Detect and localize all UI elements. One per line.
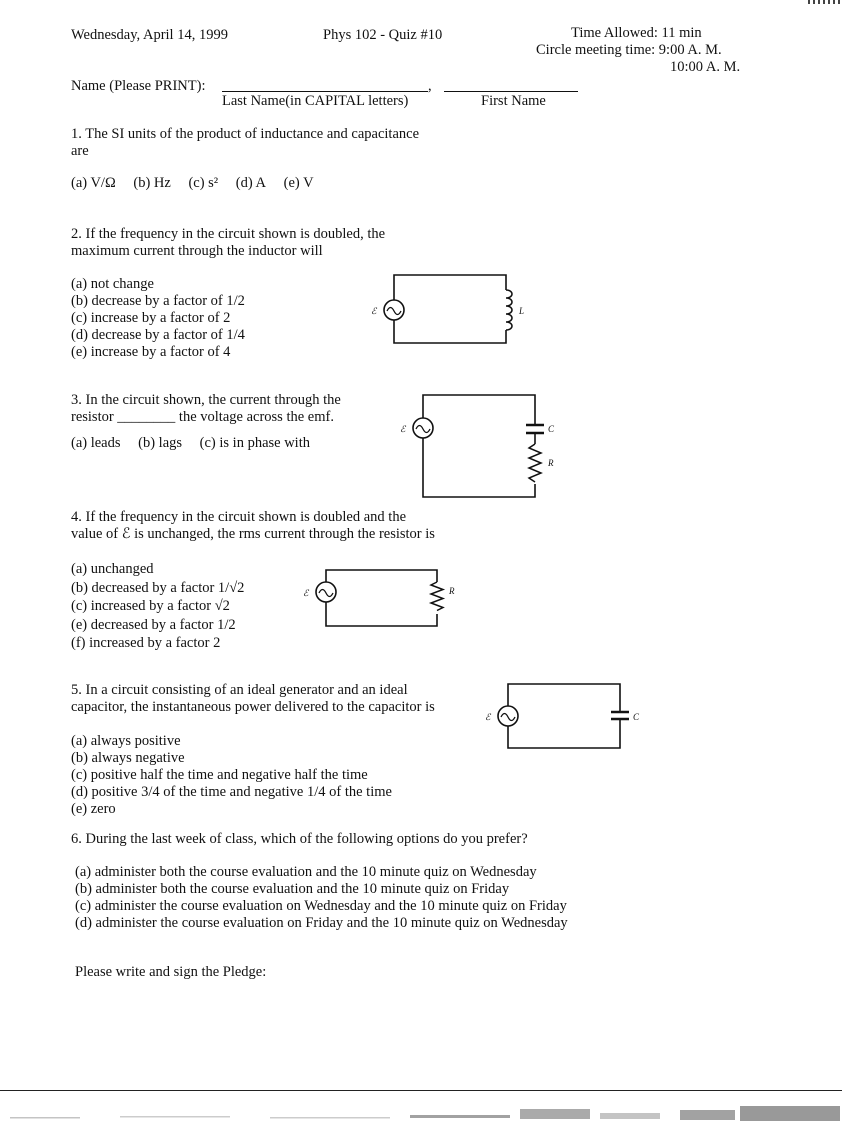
option[interactable]: (f) increased by a factor 2: [71, 635, 221, 651]
option[interactable]: (d) A: [235, 175, 266, 191]
question-3-options: [71, 435, 341, 452]
capacitor-icon: [611, 712, 629, 719]
circuit-diagram-rc: [396, 392, 566, 502]
option[interactable]: (b) decrease by a factor of 1/2: [71, 293, 245, 309]
question-5: [71, 682, 435, 716]
question-3-text: 3. In the circuit shown, the current through the: [71, 392, 341, 408]
circuit-wire: [508, 684, 620, 748]
option[interactable]: (c) increase by a factor of 2: [71, 310, 231, 326]
option[interactable]: (c) administer the course evaluation on Wednesday and the 10 minute quiz on Friday: [75, 898, 567, 914]
time-allowed: Time Allowed: 11 min: [571, 25, 702, 41]
circuit-wire: [423, 395, 535, 497]
question-5-text: 5. In a circuit consisting of an ideal generator and an ideal: [71, 682, 408, 698]
option[interactable]: (b) lags: [138, 435, 183, 451]
inductor-icon: [506, 290, 512, 330]
question-1-options: [71, 175, 419, 192]
question-1-text-cont: are: [71, 143, 89, 159]
option[interactable]: (d) positive 3/4 of the time and negative 1/4 of the time: [71, 784, 392, 800]
question-4-text: 4. If the frequency in the circuit shown is doubled and the: [71, 509, 407, 525]
option[interactable]: (d) decrease by a factor of 1/4: [71, 327, 245, 343]
circle-meeting-time: Circle meeting time: 9:00 A. M.: [536, 42, 722, 58]
emf-label: ℰ: [400, 424, 406, 434]
circuit-wire: [326, 570, 437, 626]
option[interactable]: (b) administer both the course evaluation and the 10 minute quiz on Friday: [75, 881, 510, 897]
resistor-icon: [431, 582, 443, 611]
course-title: Phys 102 - Quiz #10: [323, 27, 443, 43]
last-name-caption: Last Name(in CAPITAL letters): [222, 93, 409, 109]
option[interactable]: (b) decreased by a factor 1/√2: [71, 579, 245, 596]
option[interactable]: (a) always positive: [71, 733, 181, 749]
question-2-options: [71, 276, 245, 361]
option[interactable]: (c) is in phase with: [199, 435, 310, 451]
option[interactable]: (a) leads: [71, 435, 121, 451]
question-2-text: 2. If the frequency in the circuit shown is doubled, the: [71, 226, 386, 242]
pledge-prompt: Please write and sign the Pledge:: [75, 964, 267, 980]
resistor-label: R: [548, 458, 554, 468]
first-name-field[interactable]: [444, 91, 578, 92]
emf-label: ℰ: [303, 588, 309, 598]
option[interactable]: (c) positive half the time and negative half the time: [71, 767, 368, 783]
option[interactable]: (c) s²: [188, 175, 219, 191]
circuit-diagram-r: [298, 568, 468, 634]
question-1: [71, 126, 419, 192]
question-2-text-cont: maximum current through the inductor will: [71, 243, 323, 259]
question-4-options: [71, 560, 244, 653]
option[interactable]: (e) V: [283, 175, 314, 191]
option[interactable]: (a) V/Ω: [71, 175, 116, 191]
scan-artifact: [808, 0, 842, 4]
option[interactable]: (a) administer both the course evaluation and the 10 minute quiz on Wednesday: [75, 864, 537, 880]
option[interactable]: (b) always negative: [71, 750, 185, 766]
circuit-diagram-c: [482, 682, 652, 754]
first-name-caption: First Name: [481, 93, 546, 109]
resistor-label: R: [449, 586, 455, 596]
capacitor-label: C: [548, 424, 555, 434]
last-name-field[interactable]: [222, 91, 428, 92]
option[interactable]: (e) decreased by a factor 1/2: [71, 616, 236, 633]
option[interactable]: (e) increase by a factor of 4: [71, 344, 231, 360]
page-divider: [0, 1090, 842, 1091]
question-5-text-cont: capacitor, the instantaneous power delivered to the capacitor is: [71, 699, 435, 715]
inductor-label: L: [519, 306, 525, 316]
quiz-date: Wednesday, April 14, 1999: [71, 27, 228, 43]
capacitor-label: C: [633, 712, 640, 722]
option[interactable]: (c) increased by a factor √2: [71, 598, 230, 614]
emf-label: ℰ: [485, 712, 491, 722]
option[interactable]: (d) administer the course evaluation on Friday and the 10 minute quiz on Wednesday: [75, 915, 568, 931]
circle-meeting-time-2: 10:00 A. M.: [670, 59, 741, 75]
question-4-text-cont: value of ℰ is unchanged, the rms current through the resistor is: [71, 526, 435, 542]
question-6-options: [75, 864, 568, 932]
question-1-text: 1. The SI units of the product of inductance and capacitance: [71, 126, 420, 142]
option[interactable]: (b) Hz: [133, 175, 171, 191]
resistor-icon: [529, 444, 541, 482]
question-5-options: [71, 733, 392, 818]
question-3-text-cont: resistor ________ the voltage across the emf.: [71, 409, 334, 425]
option[interactable]: (a) unchanged: [71, 561, 154, 577]
option[interactable]: (e) zero: [71, 801, 116, 817]
question-4: [71, 509, 435, 543]
name-label: Name (Please PRINT):: [71, 78, 206, 94]
name-comma: ,: [428, 78, 432, 94]
capacitor-icon: [526, 425, 544, 433]
question-2: [71, 226, 385, 260]
circuit-wire: [394, 275, 506, 343]
emf-label: ℰ: [371, 306, 377, 316]
circuit-diagram-lc: [368, 270, 538, 350]
question-6: [71, 831, 528, 848]
option[interactable]: (a) not change: [71, 276, 154, 292]
question-3: [71, 392, 341, 452]
question-6-text: 6. During the last week of class, which of the following options do you prefer?: [71, 831, 528, 847]
scan-noise: [0, 1104, 842, 1124]
